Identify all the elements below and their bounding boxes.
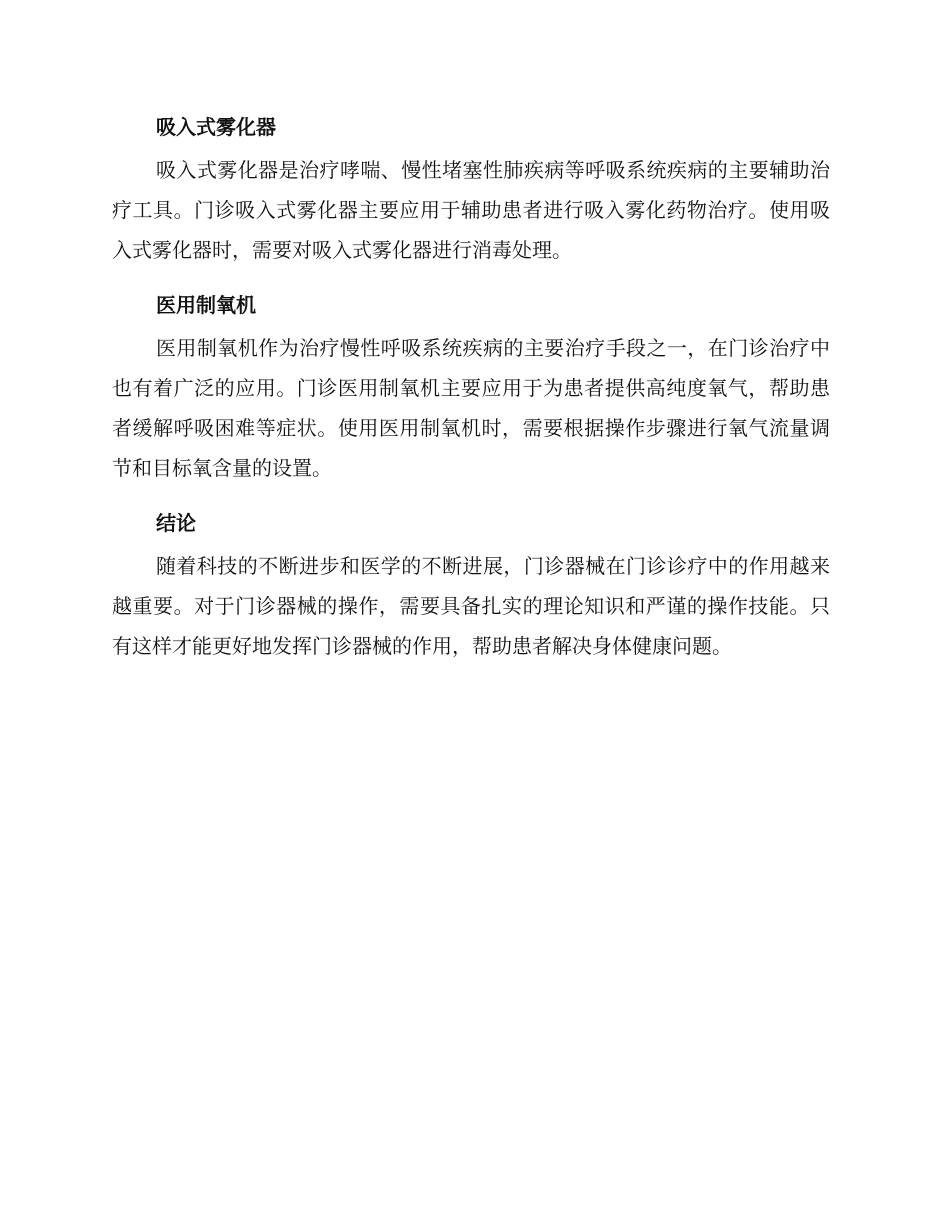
document-content	[112, 104, 830, 678]
section-oxygen-concentrator	[112, 282, 830, 488]
section-paragraph: 医用制氧机作为治疗慢性呼吸系统疾病的主要治疗手段之一，在门诊治疗中也有着广泛的应用。门诊医用制氧机主要应用于为患者提供高纯度氧气，帮助患者缓解呼吸困难等症状。使用医用制氧机时，需要根据操作步骤进行氧气流量调节和目标氧含量的设置。	[112, 336, 830, 480]
section-heading: 结论	[156, 511, 196, 535]
section-paragraph: 吸入式雾化器是治疗哮喘、慢性堵塞性肺疾病等呼吸系统疾病的主要辅助治疗工具。门诊吸入式雾化器主要应用于辅助患者进行吸入雾化药物治疗。使用吸入式雾化器时，需要对吸入式雾化器进行消毒处理。	[112, 158, 830, 262]
section-heading: 吸入式雾化器	[156, 115, 276, 139]
section-paragraph: 随着科技的不断进步和医学的不断进展，门诊器械在门诊诊疗中的作用越来越重要。对于门诊器械的操作，需要具备扎实的理论知识和严谨的操作技能。只有这样才能更好地发挥门诊器械的作用，帮助患者解决身体健康问题。	[112, 554, 830, 658]
section-heading: 医用制氧机	[156, 293, 256, 317]
section-conclusion	[112, 500, 830, 666]
section-nebulizer	[112, 104, 830, 270]
